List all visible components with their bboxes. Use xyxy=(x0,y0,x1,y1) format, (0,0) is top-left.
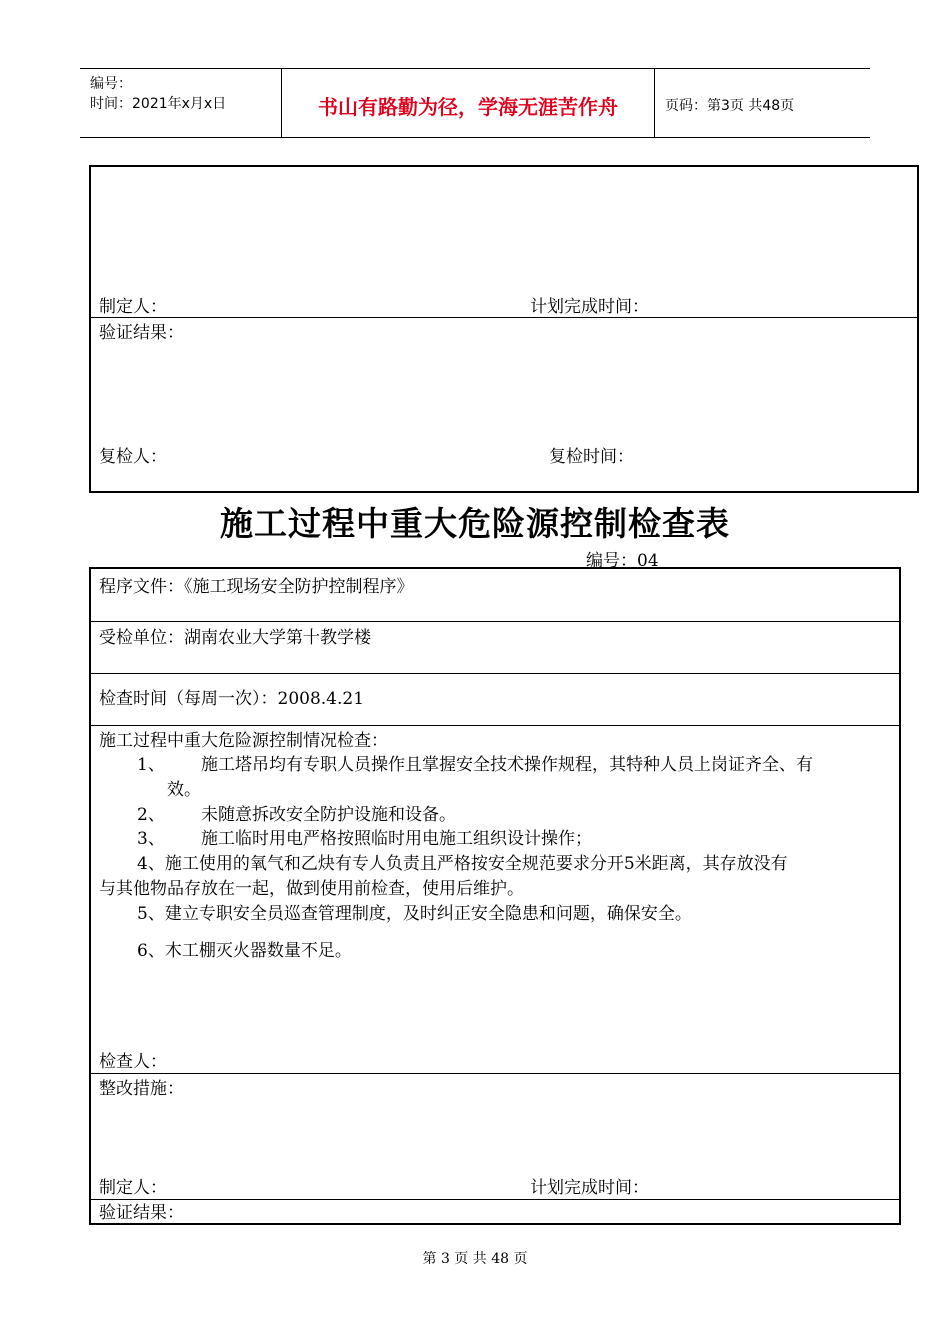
item-text: 5、建立专职安全员巡查管理制度，及时纠正安全隐患和问题，确保安全。 xyxy=(137,904,692,924)
maker-label: 制定人： xyxy=(99,1178,167,1198)
plan-time-label: 计划完成时间： xyxy=(530,1178,649,1198)
form-number: 编号：04 xyxy=(586,551,659,571)
item-text: 施工临时用电严格按照临时用电施工组织设计操作； xyxy=(201,829,592,849)
item-number: 1、 xyxy=(137,755,165,775)
header-page-cell xyxy=(655,69,870,137)
item-text: 4、施工使用的氧气和乙炔有专人负责且严格按安全规范要求分开5米距离，其存放没有 xyxy=(137,854,788,874)
doc-time-label: 时间：2021年x月x日 xyxy=(90,96,227,112)
rechecker-label: 复检人： xyxy=(99,447,167,467)
row-divider xyxy=(91,725,899,726)
item-text-cont: 效。 xyxy=(167,780,201,800)
procedure-file: 程序文件：《施工现场安全防护控制程序》 xyxy=(99,577,414,597)
item-text: 施工塔吊均有专职人员操作且掌握安全技术操作规程，其特种人员上岗证齐全、有 xyxy=(201,755,813,775)
item-number: 2、 xyxy=(137,805,165,825)
status-heading: 施工过程中重大危险源控制情况检查： xyxy=(99,731,388,751)
plan-time-label: 计划完成时间： xyxy=(530,297,649,317)
row-divider xyxy=(91,1199,899,1200)
recheck-time-label: 复检时间： xyxy=(549,447,634,467)
item-text: 6、木工棚灭火器数量不足。 xyxy=(137,941,352,961)
verify-label: 验证结果： xyxy=(99,1203,184,1223)
row-divider xyxy=(91,673,899,674)
page-indicator: 页码：第3页 共48页 xyxy=(665,98,795,114)
item-text-cont: 与其他物品存放在一起，做到使用前检查，使用后维护。 xyxy=(99,879,524,899)
header-motto-cell xyxy=(282,69,655,137)
header-meta-cell xyxy=(80,69,282,137)
doc-number-label: 编号： xyxy=(90,76,132,92)
motto-text: 书山有路勤为径，学海无涯苦作舟 xyxy=(318,95,618,119)
check-time: 检查时间（每周一次）：2008.4.21 xyxy=(99,689,365,709)
page-footer: 第 3 页 共 48 页 xyxy=(422,1251,528,1267)
page-header xyxy=(80,68,870,138)
maker-label: 制定人： xyxy=(99,297,167,317)
upper-table xyxy=(89,165,919,493)
inspected-unit: 受检单位：湖南农业大学第十教学楼 xyxy=(99,628,371,648)
verify-label: 验证结果： xyxy=(99,323,184,343)
row-divider xyxy=(91,1073,899,1074)
inspection-table xyxy=(89,567,901,1225)
row-divider xyxy=(91,317,917,318)
form-title: 施工过程中重大危险源控制检查表 xyxy=(220,504,730,543)
row-divider xyxy=(91,621,899,622)
inspector-label: 检查人： xyxy=(99,1052,167,1072)
item-number: 3、 xyxy=(137,829,165,849)
item-text: 未随意拆改安全防护设施和设备。 xyxy=(201,805,456,825)
rectify-label: 整改措施： xyxy=(99,1079,184,1099)
